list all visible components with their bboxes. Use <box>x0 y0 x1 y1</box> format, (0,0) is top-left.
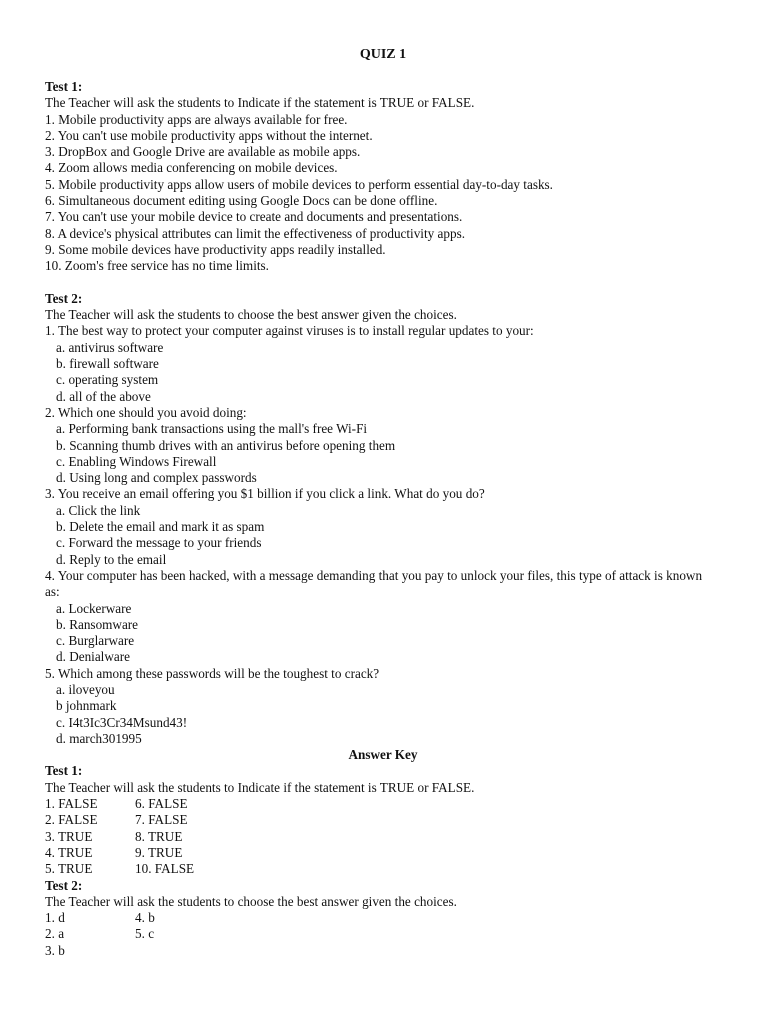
test1-item: 9. Some mobile devices have productivity apps readily installed. <box>45 241 386 257</box>
answer-cell: 7. FALSE <box>135 812 188 828</box>
answer-option: b. Ransomware <box>56 616 139 632</box>
test1-item: 2. You can't use mobile productivity apps without the internet. <box>45 127 373 143</box>
answer-option: d. Using long and complex passwords <box>56 470 257 486</box>
answer-option: a. antivirus software <box>56 339 164 355</box>
test1-instruction: The Teacher will ask the students to Indicate if the statement is TRUE or FALSE. <box>45 95 475 111</box>
answer-row <box>45 861 745 877</box>
answer-option: d. march301995 <box>56 730 142 746</box>
answer-cell: 5. c <box>135 926 155 942</box>
answer-row <box>45 845 745 861</box>
test1-item: 7. You can't use your mobile device to create and documents and presentations. <box>45 209 463 225</box>
answer-row <box>45 926 745 942</box>
test1-item: 5. Mobile productivity apps allow users of mobile devices to perform essential day-to-day tasks. <box>45 176 553 192</box>
test1-item: 10. Zoom's free service has no time limits. <box>45 258 269 274</box>
answer-cell: 4. b <box>135 910 155 926</box>
answer-cell: 3. TRUE <box>45 828 93 844</box>
test1-heading: Test 1: <box>45 79 83 94</box>
answer-option: c. Enabling Windows Firewall <box>56 453 217 469</box>
test2-question-4 <box>45 568 745 666</box>
answer-row <box>45 910 745 926</box>
answer-option: a. Performing bank transactions using the mall's free Wi-Fi <box>56 421 368 437</box>
answer-key-title: Answer Key <box>348 747 418 763</box>
answer-cell: 6. FALSE <box>135 796 188 812</box>
answer-option: c. Forward the message to your friends <box>56 535 262 551</box>
answer-option: a. Lockerware <box>56 600 132 616</box>
answer-option: a. iloveyou <box>56 681 115 697</box>
test2-question-5 <box>45 666 745 747</box>
answer-option: b johnmark <box>56 698 117 714</box>
test1-item: 4. Zoom allows media conferencing on mobile devices. <box>45 160 338 176</box>
answer-option: b. Delete the email and mark it as spam <box>56 519 265 535</box>
test1-item: 6. Simultaneous document editing using Google Docs can be done offline. <box>45 193 438 209</box>
section-spacer <box>45 275 745 291</box>
answer-option: a. Click the link <box>56 502 141 518</box>
answer-key-test2-grid <box>45 910 745 959</box>
answer-option: c. I4t3Ic3Cr34Msund43! <box>56 714 188 730</box>
test1-item: 8. A device's physical attributes can limit the effectiveness of productivity apps. <box>45 225 465 241</box>
answer-cell: 1. d <box>45 910 65 926</box>
question-text: 4. Your computer has been hacked, with a message demanding that you pay to unlock your files, this type of attack is known as: <box>45 567 703 600</box>
answer-option: c. Burglarware <box>56 633 135 649</box>
quiz-title: QUIZ 1 <box>359 47 407 62</box>
answer-cell: 2. FALSE <box>45 812 98 828</box>
answer-option: d. Reply to the email <box>56 551 167 567</box>
answer-cell: 8. TRUE <box>135 828 183 844</box>
answer-key-test2-heading: Test 2: <box>45 877 83 893</box>
answer-key-test1-grid <box>45 796 745 877</box>
test2-question-3 <box>45 486 745 567</box>
answer-cell: 2. a <box>45 926 65 942</box>
answer-option: b. firewall software <box>56 356 159 372</box>
answer-row <box>45 943 745 959</box>
question-text: 3. You receive an email offering you $1 billion if you click a link. What do you do? <box>45 486 485 502</box>
test1-item: 3. DropBox and Google Drive are available as mobile apps. <box>45 144 361 160</box>
answer-cell: 5. TRUE <box>45 861 93 877</box>
question-text: 1. The best way to protect your computer against viruses is to install regular updates to your: <box>45 323 534 339</box>
answer-option: d. Denialware <box>56 649 130 665</box>
answer-key-test2-instruction: The Teacher will ask the students to choose the best answer given the choices. <box>45 893 457 909</box>
answer-row <box>45 796 745 812</box>
answer-cell: 4. TRUE <box>45 844 93 860</box>
answer-option: b. Scanning thumb drives with an antivirus before opening them <box>56 437 396 453</box>
test2-instruction: The Teacher will ask the students to choose the best answer given the choices. <box>45 307 457 323</box>
answer-key-test1-instruction: The Teacher will ask the students to Indicate if the statement is TRUE or FALSE. <box>45 779 475 795</box>
question-text: 5. Which among these passwords will be the toughest to crack? <box>45 665 380 681</box>
test2-question-2 <box>45 405 745 486</box>
document-page <box>45 46 745 959</box>
test2-heading: Test 2: <box>45 290 83 306</box>
answer-cell: 9. TRUE <box>135 844 183 860</box>
answer-option: c. operating system <box>56 372 159 388</box>
answer-cell: 3. b <box>45 942 65 958</box>
answer-row <box>45 829 745 845</box>
question-text: 2. Which one should you avoid doing: <box>45 404 247 420</box>
answer-key-test1-heading: Test 1: <box>45 763 83 779</box>
answer-row <box>45 812 745 828</box>
test1-item: 1. Mobile productivity apps are always available for free. <box>45 111 348 127</box>
test1-items <box>45 112 745 275</box>
test2-question-1 <box>45 323 745 404</box>
answer-cell: 1. FALSE <box>45 796 98 812</box>
answer-option: d. all of the above <box>56 388 151 404</box>
answer-cell: 10. FALSE <box>135 861 195 877</box>
